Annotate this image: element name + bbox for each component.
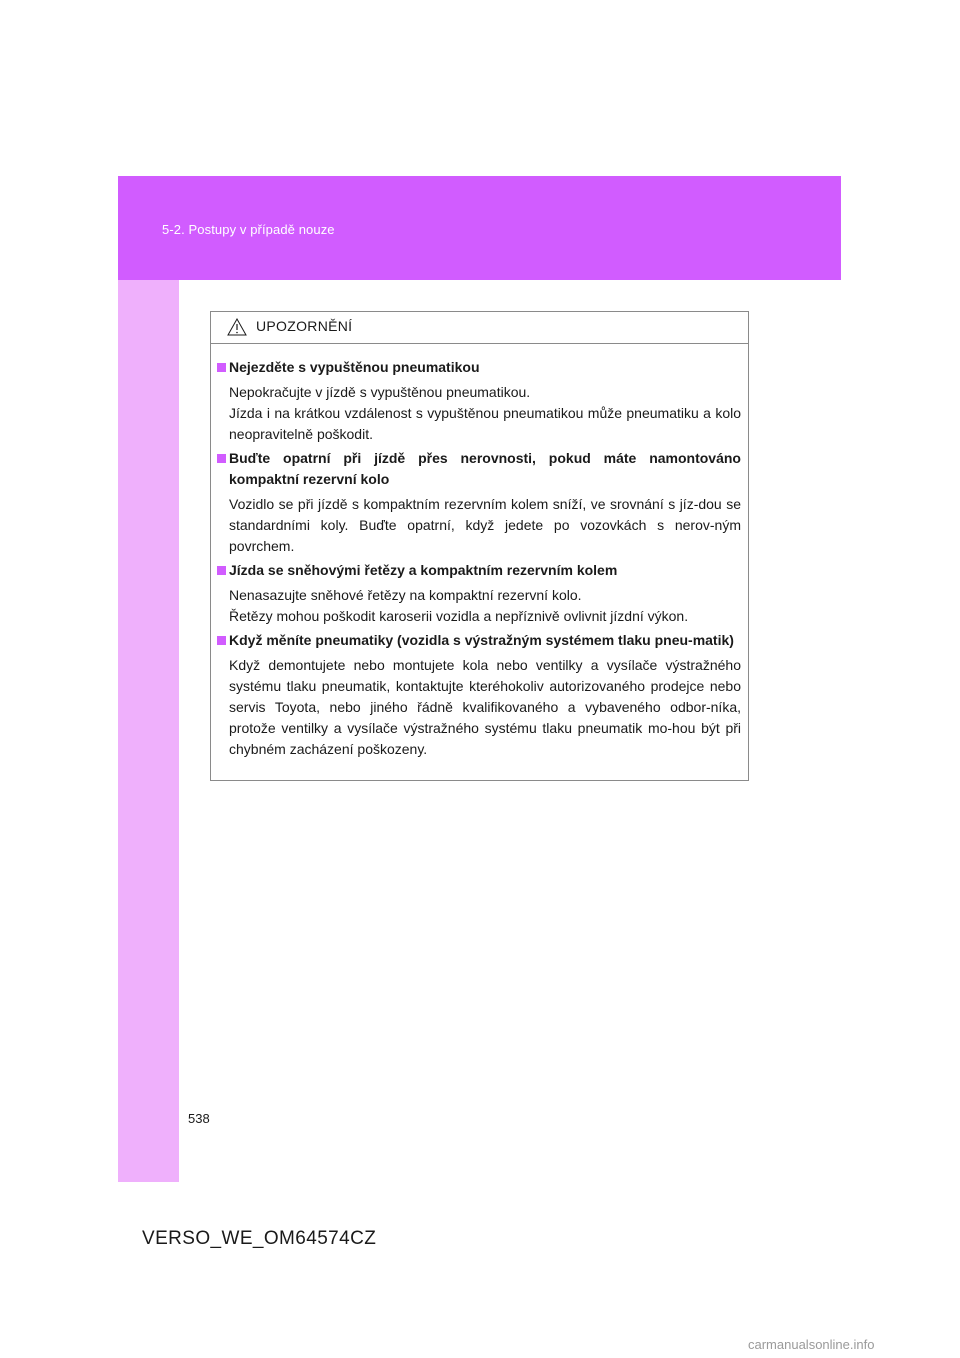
warning-header [211,312,748,344]
paragraph: Jízda i na krátkou vzdálenost s vypuštěnou pneumatikou může pneumatiku a kolo neopravitelně poškodit. [229,405,741,442]
page-number: 538 [188,1111,210,1126]
paragraph: Vozidlo se při jízdě s kompaktním rezervním kolem sníží, ve srovnání s jíz-dou se standardními koly. Buďte opatrní, když jedete po vozovkách s nerov-ným povrchem. [229,496,741,554]
item-text [217,494,741,557]
square-bullet-icon [217,566,226,575]
item-heading: Nejezděte s vypuštěnou pneumatikou [217,357,741,378]
paragraph: Když demontujete nebo montujete kola nebo ventilky a vysílače výstražného systému tlaku pneumatik, kontaktujte kteréhokoliv autorizovaného prodejce nebo servis Toyota, nebo jiného řádně kvalifikovaného a vybaveného odbor-níka, protože ventilky a vysílače výstražného systému tlaku pneumatik mo-hou být při chybném zacházení poškozeny. [229,657,741,757]
square-bullet-icon [217,363,226,372]
warning-body [211,344,748,760]
warning-triangle-icon [227,318,247,336]
paragraph: Řetězy mohou poškodit karoserii vozidla a nepříznivě ovlivnit jízdní výkon. [229,608,689,624]
item-text [217,382,741,445]
square-bullet-icon [217,454,226,463]
item-heading: Když měníte pneumatiky (vozidla s výstražným systémem tlaku pneu-matik) [217,630,741,651]
paragraph: Nenasazujte sněhové řetězy na kompaktní rezervní kolo. [229,587,582,603]
section-title: 5-2. Postupy v případě nouze [162,222,335,237]
side-margin [118,280,179,1182]
item-heading: Jízda se sněhovými řetězy a kompaktním rezervním kolem [217,560,741,581]
warning-label: UPOZORNĚNÍ [256,318,353,334]
item-text [217,655,741,760]
warning-box [210,311,749,781]
watermark: carmanualsonline.info [748,1337,875,1352]
header-band [118,176,841,280]
document-code: VERSO_WE_OM64574CZ [142,1228,377,1249]
square-bullet-icon [217,636,226,645]
item-heading: Buďte opatrní při jízdě přes nerovnosti, pokud máte namontováno kompaktní rezervní kolo [217,448,741,490]
item-text [217,585,741,627]
paragraph: Nepokračujte v jízdě s vypuštěnou pneumatikou. [229,384,531,400]
